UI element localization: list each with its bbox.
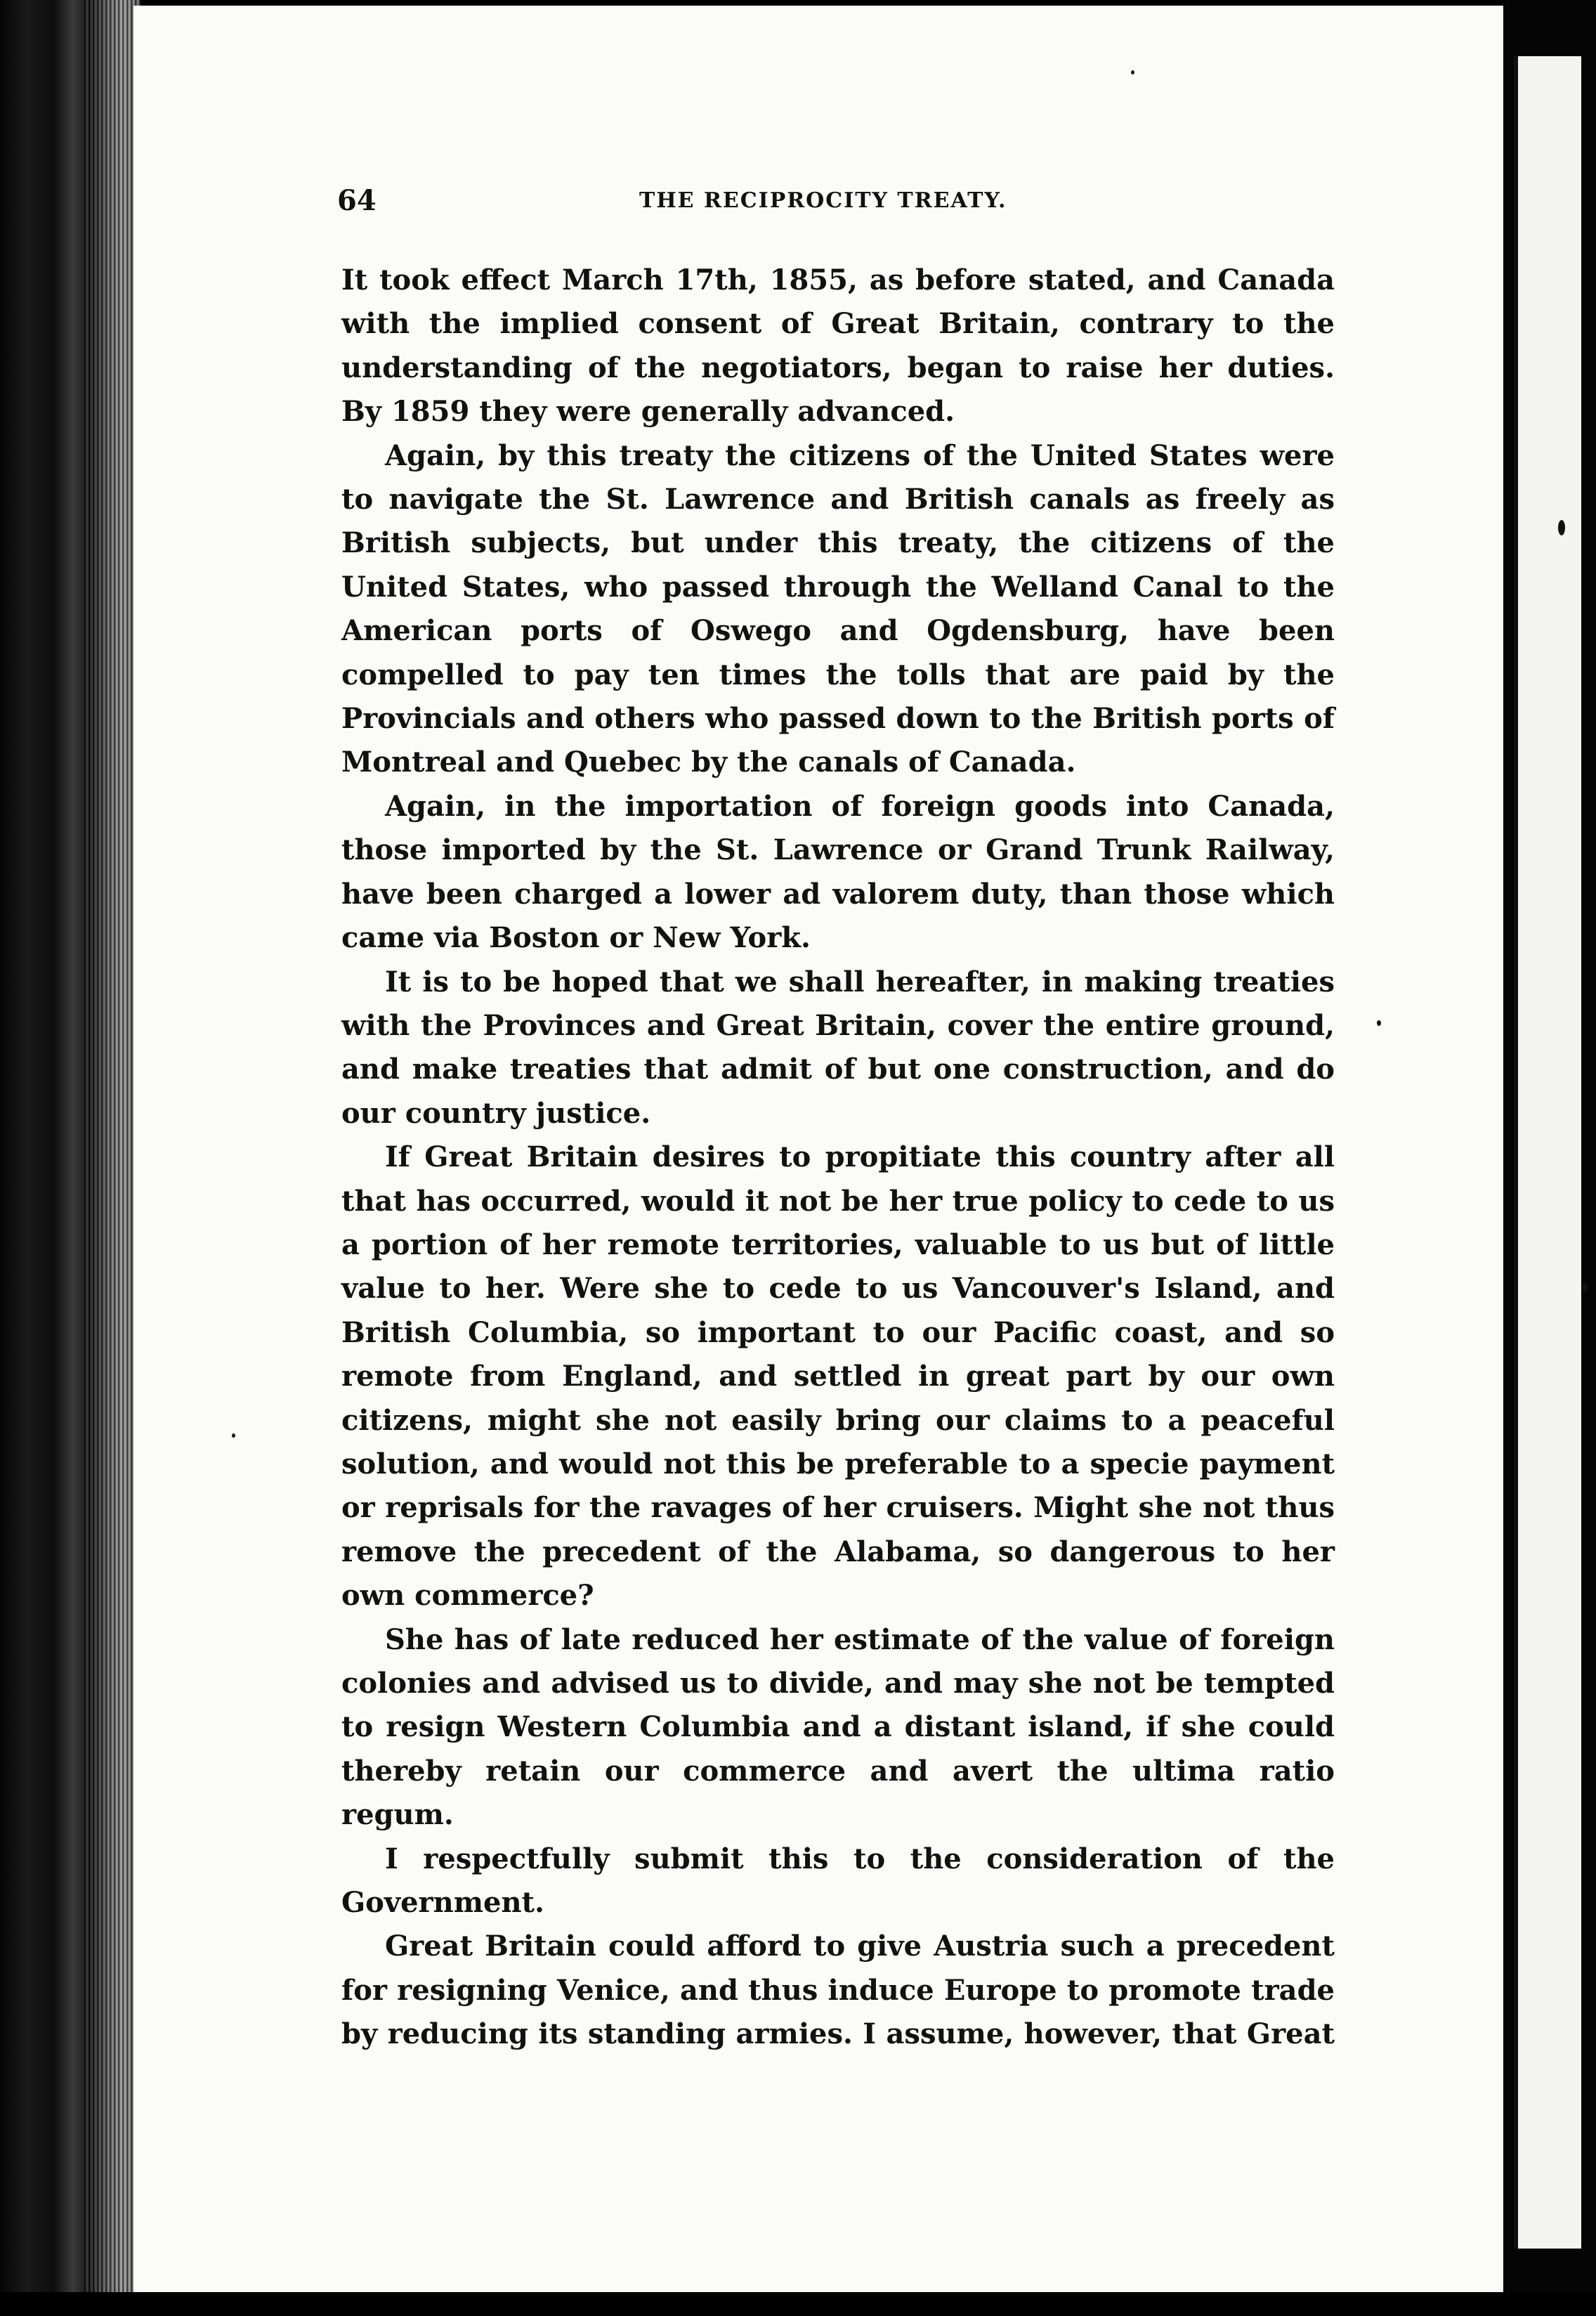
ink-speck bbox=[1558, 520, 1565, 535]
running-title: THE RECIPROCITY TREATY. bbox=[639, 188, 1007, 213]
paragraph-4: It is to be hoped that we shall hereafter, in making treaties with the Provinces and Great Britain, cover the entire ground, and make treaties that admit of but one construction, and do our country justice. bbox=[341, 965, 1335, 1130]
paragraph-2: Again, by this treaty the citizens of the United States were to navigate the St. Lawrence and British canals as freely as British subjects, but under this treaty, the citizens of the United States, who passed through the Welland Canal to the American ports of Oswego and Ogdensburg, have been compelled to pay ten times the tolls that are paid by the Provincials and others who passed down to the British ports of Montreal and Quebec by the canals of Canada. bbox=[341, 438, 1335, 779]
ink-speck bbox=[232, 1433, 235, 1438]
ink-speck bbox=[1131, 70, 1134, 74]
paragraph-1: It took effect March 17th, 1855, as before stated, and Canada with the implied consent of Great Britain, contrary to the understanding of the negotiators, began to raise her duties. By 1859 they were generally advanced. bbox=[341, 264, 1335, 429]
page-number: 64 bbox=[337, 184, 377, 217]
facing-page-strip bbox=[1514, 56, 1581, 2249]
paragraph-5: If Great Britain desires to propitiate this country after all that has occurred, would it not be her true policy to cede to us a portion of her remote territories, valuable to us but of little value to her. Were she to cede to us Vancouver's Island, and British Columbia, so important to our Pacific coast, and so remote from England, and settled in great part by our own citizens, might she not easily bring our claims to a peaceful solution, and would not this be preferable to a specie payment or reprisals for the ravages of her cruisers. Might she not thus remove the precedent of the Alabama, so dangerous to her own commerce? bbox=[341, 1140, 1335, 1613]
ink-speck bbox=[1582, 1283, 1588, 1292]
binding-texture bbox=[84, 0, 140, 2316]
body-text bbox=[341, 259, 1335, 2057]
ink-speck bbox=[1377, 1020, 1381, 1026]
bottom-border bbox=[0, 2292, 1596, 2316]
paragraph-7: I respectfully submit this to the consideration of the Government. bbox=[341, 1842, 1335, 1920]
paragraph-3: Again, in the importation of foreign goods into Canada, those imported by the St. Lawrence or Grand Trunk Railway, have been charged a lower ad valorem duty, than those which came via Boston or New York. bbox=[341, 789, 1335, 955]
paragraph-6: She has of late reduced her estimate of the value of foreign colonies and advised us to divide, and may she not be tempted to resign Western Columbia and a distant island, if she could thereby retain our commerce and avert the ultima ratio regum. bbox=[341, 1622, 1335, 1832]
paragraph-8: Great Britain could afford to give Austria such a precedent for resigning Venice, and thus induce Europe to promote trade by reducing its standing armies. I assume, however, that Great bbox=[341, 1930, 1335, 2051]
running-header bbox=[337, 184, 1335, 226]
